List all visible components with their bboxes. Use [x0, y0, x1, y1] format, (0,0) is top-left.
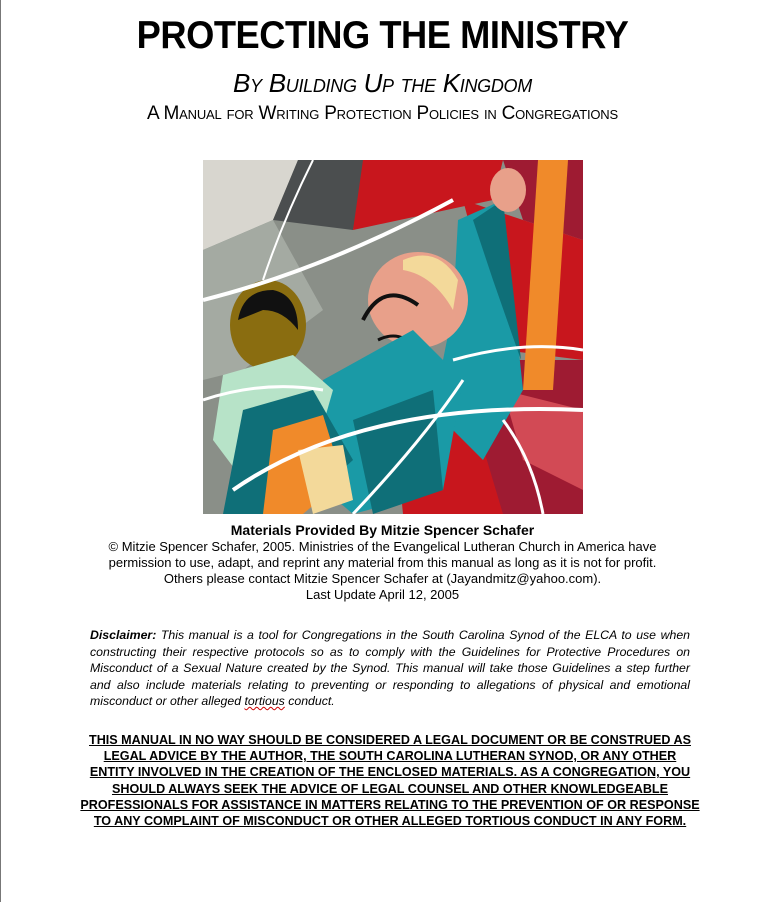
credits-contact-line: Others please contact Mitzie Spencer Schafer at (Jayandmitz@yahoo.com). — [163, 571, 602, 586]
disclaimer-paragraph — [90, 627, 690, 710]
disclaimer-label: Disclaimer: — [90, 628, 157, 642]
cover-illustration — [203, 160, 583, 514]
document-subtitle-secondary: A Manual for Writing Protection Policies in Congregations — [147, 103, 618, 124]
disclaimer-text: This manual is a tool for Congregations in the South Carolina Synod of the ELCA to use when constructing their respective protocols so as to comply with the Guidelines for Protective Procedures on Misconduct of a Sexual Nature created by the Synod. This manual will take those Guidelines a step further and also include materials relating to preventing or responding to allegations of physical and emotional misconduct or other alleged — [90, 628, 690, 708]
credits-line: permission to use, adapt, and reprint any material from this manual as long as it is not for profit. — [108, 555, 657, 570]
document-subtitle: By Building Up the Kingdom — [233, 68, 532, 98]
credits-line: © Mitzie Spencer Schafer, 2005. Ministries of the Evangelical Lutheran Church in America have — [108, 539, 657, 554]
spellcheck-flagged-word: tortious — [244, 694, 285, 708]
legal-warning: THIS MANUAL IN NO WAY SHOULD BE CONSIDERED A LEGAL DOCUMENT OR BE CONSTRUED AS LEGAL ADVICE BY THE AUTHOR, THE SOUTH CAROLINA LUTHERAN SYNOD, OR ANY OTHER ENTITY INVOLVED IN THE CREATION OF THE ENCLOSED MATERIALS. AS A CONGREGATION, YOU SHOULD ALWAYS SEEK THE ADVICE OF LEGAL COUNSEL AND OTHER KNOWLEDGEABLE PROFESSIONALS FOR ASSISTANCE IN MATTERS RELATING TO THE PREVENTION OF OR RESPONSE TO ANY COMPLAINT OF MISCONDUCT OR OTHER ALLEGED TORTIOUS CONDUCT IN ANY FORM. — [80, 733, 700, 829]
credits-block — [0, 522, 765, 603]
last-update-line: Last Update April 12, 2005 — [305, 587, 460, 602]
credits-heading: Materials Provided By Mitzie Spencer Schafer — [230, 522, 535, 538]
page-edge — [0, 0, 1, 902]
document-title: PROTECTING THE MINISTRY — [136, 14, 629, 57]
disclaimer-text-end: conduct. — [284, 694, 335, 708]
